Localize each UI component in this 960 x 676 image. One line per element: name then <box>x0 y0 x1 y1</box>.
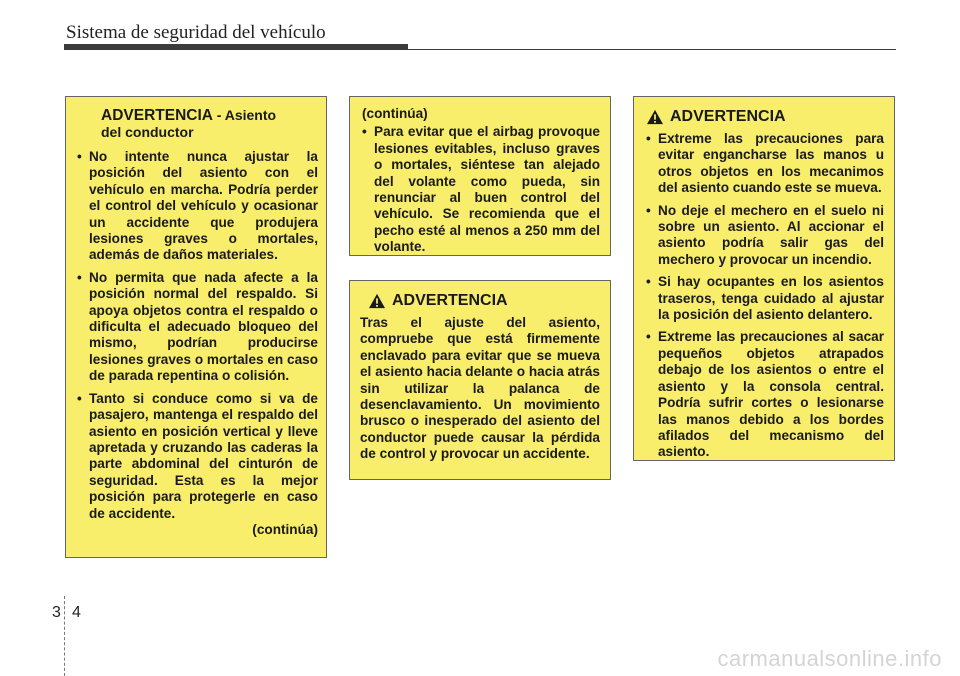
list-item: • Extreme las precauciones al sacar pequeños objetos atrapados debajo de los asientos o entre el asiento y la consola central. Podría sufrir cortes o lesionarse las manos debido a los bordes afilados del mecanismo del asiento. <box>644 329 884 460</box>
header-bar <box>64 44 408 50</box>
list-item: • Si hay ocupantes en los asientos traseros, tenga cuidado al ajustar la posición del asiento delantero. <box>644 274 884 323</box>
box1-heading <box>75 107 318 141</box>
warning-box-seat-lock <box>349 280 611 480</box>
list-item: • No deje el mechero en el suelo ni sobre un asiento. Al accionar el asiento podría salir gas del mechero y provocar un incendio. <box>644 203 884 269</box>
watermark: carmanualsonline.info <box>717 646 942 671</box>
list-item: • No permita que nada afecte a la posición normal del respaldo. Si apoya objetos contra el respaldo o dificulta el adecuado bloqueo del mismo, podrían producirse lesiones graves o mortales en caso de parada repentina o colisión. <box>75 270 318 385</box>
box4-list <box>644 131 884 461</box>
box3-heading-text: ADVERTENCIA <box>392 292 508 309</box>
list-item: • Tanto si conduce como si va de pasajero, mantenga el respaldo del asiento en posición vertical y lleve apretada y cruzando las caderas la parte abdominal del cinturón de seguridad. Esta es la mejor posición para protegerle en caso de accidente. <box>75 391 318 522</box>
box3-text: Tras el ajuste del asiento, compruebe que está firmemente enclavado para evitar que se mueva el asiento hacia delante o hacia atrás sin utilizar la palanca de desenclavamiento. Un movimiento brusco o inesperado del asiento del conductor puede causar la pérdida de control y provocar un accidente. <box>360 315 600 462</box>
box1-heading-main: ADVERTENCIA <box>101 107 213 124</box>
warning-triangle-icon <box>646 109 664 125</box>
page-divider <box>64 596 65 676</box>
box1-heading-sub: - Asiento <box>216 107 277 123</box>
list-item: • Extreme las precauciones para evitar engancharse las manos u otros objetos en los mecanimos del asiento cuando este se mueva. <box>644 131 884 197</box>
box4-heading <box>644 107 884 126</box>
warning-box-continued <box>349 96 611 256</box>
list-item: • Para evitar que el airbag provoque lesiones evitables, incluso graves o mortales, siéntese tan alejado del volante como pueda, sin renunciar al buen control del vehículo. Se recomienda que el pecho esté al menos a 250 mm del volante. <box>360 124 600 255</box>
box1-list <box>75 149 318 522</box>
warning-box-seat-mechanism <box>633 96 895 461</box>
box3-heading <box>360 291 600 310</box>
box1-heading-line2: del conductor <box>101 124 194 140</box>
list-item: • No intente nunca ajustar la posición del asiento con el vehículo en marcha. Podría perder el control del vehículo y ocasionar un accidente que produjera lesiones graves o mortales, además de daños materiales. <box>75 149 318 264</box>
page-section-number: 3 <box>52 604 61 621</box>
warning-box-driver-seat <box>65 96 327 558</box>
warning-triangle-icon <box>368 293 386 309</box>
section-title: Sistema de seguridad del vehículo <box>66 22 326 43</box>
continued-label: (continúa) <box>252 521 318 537</box>
header-rule <box>408 49 896 50</box>
page-number-value: 4 <box>72 604 81 621</box>
box2-list <box>360 124 600 255</box>
continued-label: (continúa) <box>362 106 428 121</box>
box4-heading-text: ADVERTENCIA <box>670 108 786 125</box>
